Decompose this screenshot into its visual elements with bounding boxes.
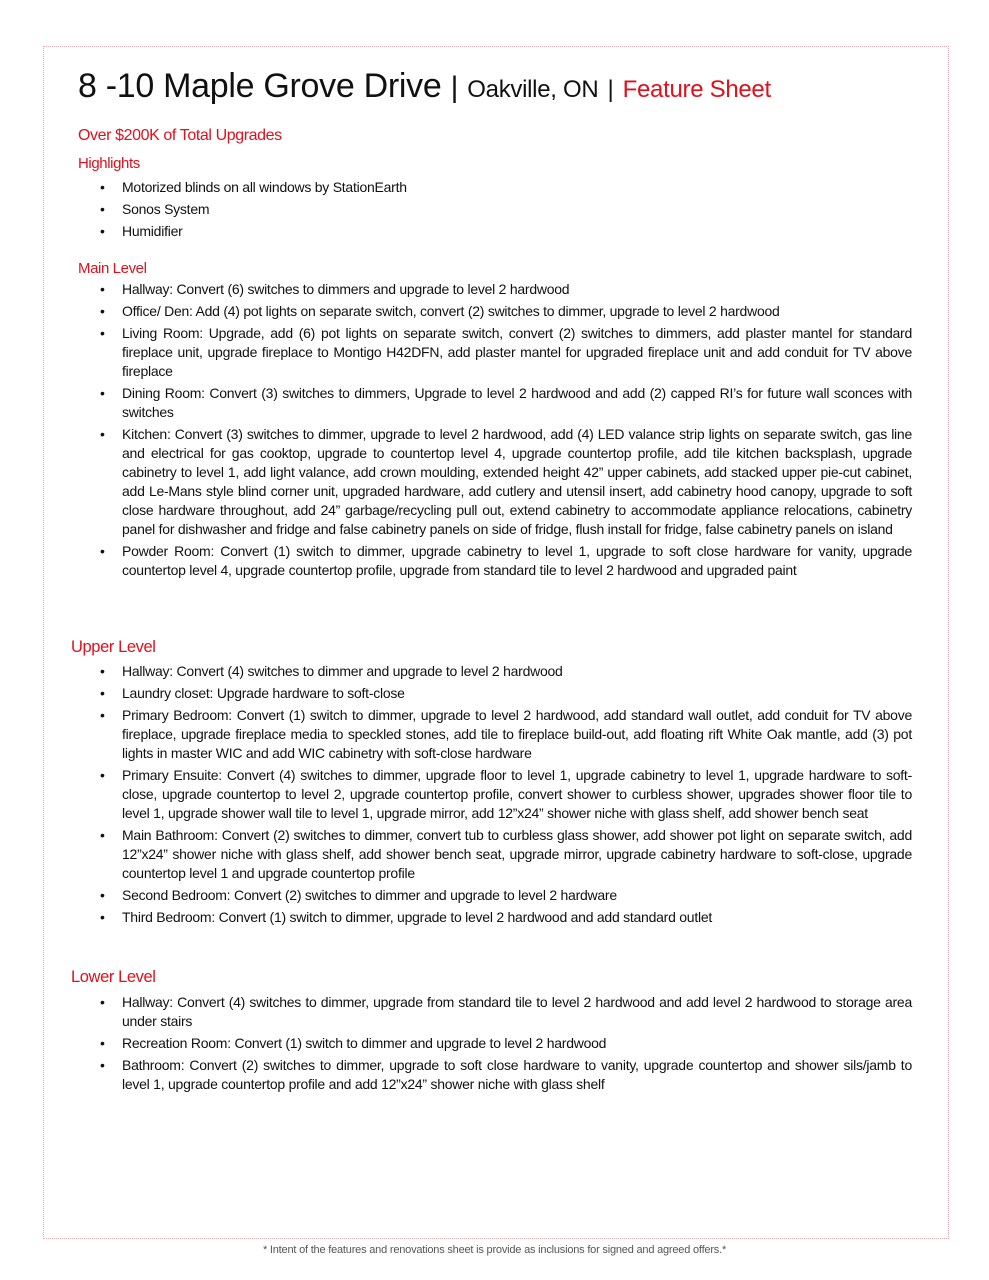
title-separator: | [607,76,614,103]
upgrades-summary: Over $200K of Total Upgrades [78,127,282,144]
page-title [78,64,771,112]
section-heading-lower-level: Lower Level [71,968,156,986]
list-item: • Sonos System [100,200,912,219]
list-item: • Hallway: Convert (6) switches to dimmers and upgrade to level 2 hardwood [100,280,912,299]
list-item: • Office/ Den: Add (4) pot lights on separate switch, convert (2) switches to dimmer, upgrade to level 2 hardwood [100,302,912,321]
list-item: • Second Bedroom: Convert (2) switches to dimmer and upgrade to level 2 hardware [100,886,912,905]
list-item: • Motorized blinds on all windows by StationEarth [100,178,912,197]
list-item: • Bathroom: Convert (2) switches to dimmer, upgrade to soft close hardware to vanity, upgrade countertop and shower sils/jamb to level 1, upgrade countertop profile and add 12”x24” shower niche with glass shelf [100,1056,912,1094]
section-heading-highlights: Highlights [78,155,140,172]
section-heading-upper-level: Upper Level [71,638,156,656]
list-item: • Hallway: Convert (4) switches to dimmer, upgrade from standard tile to level 2 hardwood and add level 2 hardwood to storage area under stairs [100,993,912,1031]
list-item: • Powder Room: Convert (1) switch to dimmer, upgrade cabinetry to level 1, upgrade to soft close hardware for vanity, upgrade countertop level 4, upgrade countertop profile, upgrade from standard tile to level 2 hardwood and upgraded paint [100,542,912,580]
list-item: • Living Room: Upgrade, add (6) pot lights on separate switch, convert (2) switches to dimmers, add plaster mantel for standard fireplace unit, upgrade fireplace to Montigo H42DFN, add plaster mantel for upgraded fireplace unit and add conduit for TV above fireplace [100,324,912,381]
property-city: Oakville, ON [467,76,599,103]
list-item: • Hallway: Convert (4) switches to dimmer and upgrade to level 2 hardwood [100,662,912,681]
list-item: • Recreation Room: Convert (1) switch to dimmer and upgrade to level 2 hardwood [100,1034,912,1053]
lower-level-list [100,993,912,1097]
list-item: • Laundry closet: Upgrade hardware to soft-close [100,684,912,703]
list-item: • Primary Bedroom: Convert (1) switch to dimmer, upgrade to level 2 hardwood, add standard wall outlet, add conduit for TV above fireplace, upgrade fireplace media to speckled stones, add tile to fireplace build-out, add floating rift White Oak mantle, add (3) pot lights in master WIC and add WIC cabinetry with soft-close hardware [100,706,912,763]
property-address: 8 -10 Maple Grove Drive [78,67,442,105]
list-item: • Primary Ensuite: Convert (4) switches to dimmer, upgrade floor to level 1, upgrade cabinetry to level 1, upgrade hardware to soft-close, upgrade countertop to level 2, upgrade countertop profile, convert shower to curbless shower, upgrades shower floor tile to level 1, upgrade shower wall tile to level 1, upgrade mirror, add 12”x24” shower niche with glass shelf, add shower bench seat [100,766,912,823]
title-separator: | [450,71,459,104]
section-heading-main-level: Main Level [78,260,147,277]
list-item: • Kitchen: Convert (3) switches to dimmer, upgrade to level 2 hardwood, add (4) LED valance strip lights on separate switch, gas line and electrical for gas cooktop, upgrade to countertop level 4, upgrade countertop profile, add tile kitchen backsplash, upgrade cabinetry to level 1, add light valance, add crown moulding, extended height 42” upper cabinets, add stacked upper pie-cut cabinet, add Le-Mans style blind corner unit, upgraded hardware, add cutlery and utensil insert, add cabinetry hood canopy, upgrade to soft close hardware throughout, add 24” garbage/recycling pull out, extend cabinetry to accommodate appliance relocations, cabinetry panel for dishwasher and fridge and false cabinetry panels on side of fridge, flush install for fridge, false cabinetry panels on island [100,425,912,539]
list-item: • Third Bedroom: Convert (1) switch to dimmer, upgrade to level 2 hardwood and add standard outlet [100,908,912,927]
sheet-label: Feature Sheet [622,76,771,103]
list-item: • Main Bathroom: Convert (2) switches to dimmer, convert tub to curbless glass shower, add shower pot light on separate switch, add 12”x24” shower niche with glass shelf, add shower bench seat, upgrade mirror, upgrade cabinetry hardware to soft-close, upgrade countertop level 1 and upgrade countertop profile [100,826,912,883]
main-level-list [100,280,912,583]
footer-disclaimer: * Intent of the features and renovations sheet is provide as inclusions for signed and agreed offers.* [262,1244,727,1256]
list-item: • Dining Room: Convert (3) switches to dimmers, Upgrade to level 2 hardwood and add (2) capped RI’s for future wall sconces with switches [100,384,912,422]
list-item: • Humidifier [100,222,912,241]
upper-level-list [100,662,912,930]
highlights-list [100,178,912,244]
